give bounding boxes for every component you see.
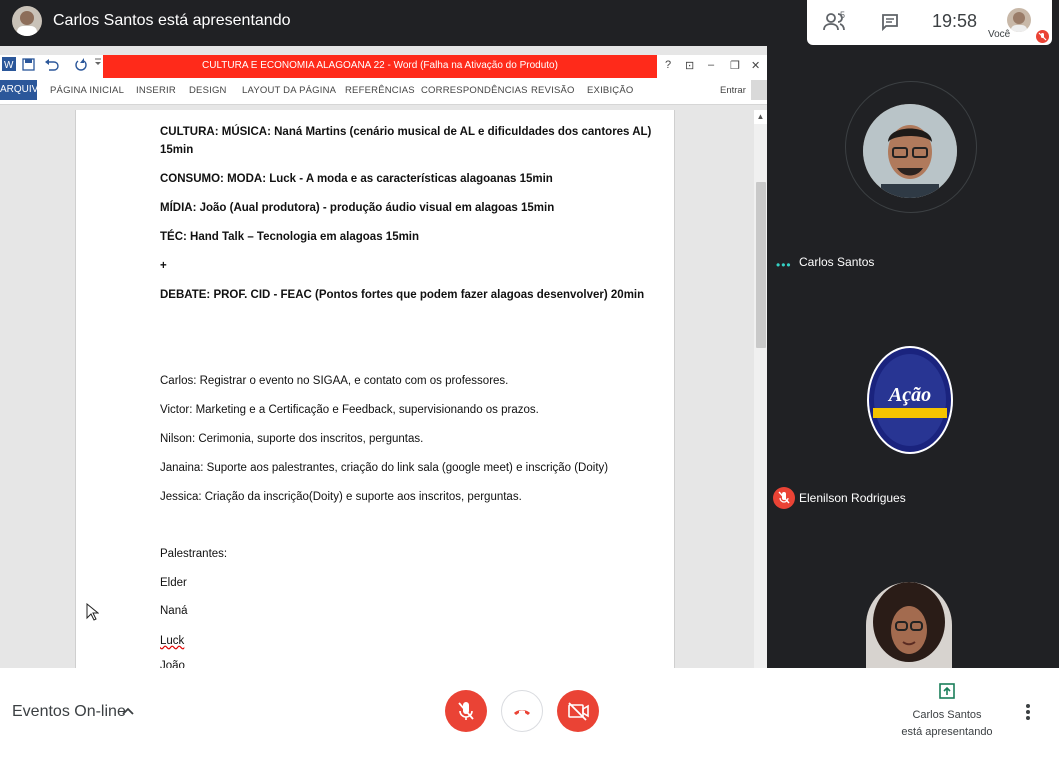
tab-file[interactable]: ARQUIVO [0,80,37,100]
save-icon[interactable] [22,58,35,74]
redo-icon[interactable] [74,58,87,74]
leave-call-button[interactable] [501,690,543,732]
doc-line: CULTURA: MÚSICA: Naná Martins (cenário musical de AL e dificuldades dos cantores AL) [160,126,652,138]
doc-line: Nilson: Cerimonia, suporte dos inscritos, perguntas. [160,433,424,445]
mouse-cursor-icon [85,603,99,621]
presenting-status-line1[interactable]: Carlos Santos [912,709,982,721]
doc-line: João [160,660,185,668]
self-label: Você [988,29,1011,40]
participant-avatar [866,582,952,668]
mic-off-icon [773,487,795,509]
participant-name: Carlos Santos [799,255,875,269]
tab-mailings[interactable]: CORRESPONDÊNCIAS [421,85,528,96]
camera-toggle-button[interactable] [557,690,599,732]
participant-avatar [867,346,953,454]
close-button[interactable]: ✕ [751,60,761,72]
doc-line: Naná [160,605,188,617]
doc-line: MÍDIA: João (Aual produtora) - produção áudio visual em alagoas 15min [160,202,555,214]
more-options-icon[interactable] [1020,702,1036,722]
svg-text:W: W [4,60,14,71]
undo-icon[interactable] [44,58,60,74]
doc-line: Jessica: Criação da inscrição(Doity) e suporte aos inscritos, perguntas. [160,491,522,503]
doc-line: TÉC: Hand Talk – Tecnologia em alagoas 15min [160,231,420,243]
doc-line: 15min [160,144,194,156]
mic-toggle-button[interactable] [445,690,487,732]
present-screen-icon[interactable] [938,682,956,700]
tab-view[interactable]: EXIBIÇÃO [587,85,634,96]
restore-button[interactable]: ❐ [730,60,740,72]
participant-avatar [863,104,957,198]
scroll-up-icon[interactable]: ▲ [754,110,767,124]
logo-text: Ação [888,384,932,406]
chevron-up-icon[interactable] [121,704,135,718]
doc-line: Palestrantes: [160,548,228,560]
word-app-icon [2,57,16,74]
presenter-title: Carlos Santos está apresentando [53,12,291,29]
presenter-avatar [12,6,42,36]
tab-page-layout[interactable]: LAYOUT DA PÁGINA [242,85,337,96]
participant-name: Elenilson Rodrigues [799,491,906,505]
scrollbar-thumb[interactable] [756,182,766,348]
help-button[interactable]: ? [665,59,672,71]
customize-quick-access-icon[interactable] [94,56,102,71]
tab-insert[interactable]: INSERIR [136,85,176,96]
doc-line: Luck [160,635,185,647]
tab-references[interactable]: REFERÊNCIAS [345,85,415,96]
people-count: 5 [840,10,846,20]
meeting-name[interactable]: Eventos On-line [12,703,126,720]
audio-activity-icon: ••• [776,258,792,272]
doc-line: Victor: Marketing e a Certificação e Feedback, supervisionando os prazos. [160,404,539,416]
doc-line: DEBATE: PROF. CID - FEAC (Pontos fortes que podem fazer alagoas desenvolver) 20min [160,289,645,301]
chat-icon[interactable] [880,12,900,32]
tab-home[interactable]: PÁGINA INICIAL [50,85,125,96]
clock: 19:58 [932,11,978,31]
document-page[interactable] [75,110,675,668]
word-window-title: CULTURA E ECONOMIA ALAGOANA 22 - Word (Falha na Ativação do Produto) [202,60,558,71]
doc-line: Carlos: Registrar o evento no SIGAA, e contato com os professores. [160,375,509,387]
mic-off-icon [1036,30,1049,43]
minimize-button[interactable]: – [708,59,715,71]
doc-line: + [160,260,167,272]
tab-design[interactable]: DESIGN [189,85,227,96]
signin-link[interactable]: Entrar [720,85,746,96]
doc-line: Elder [160,577,187,589]
doc-line: Janaina: Suporte aos palestrantes, criação do link sala (google meet) e inscrição (Doity) [160,462,609,474]
tab-review[interactable]: REVISÃO [531,85,575,96]
user-avatar-placeholder [751,80,767,100]
presenting-status-line2[interactable]: está apresentando [901,726,993,738]
ribbon-display-button[interactable]: ⊡ [685,60,695,72]
self-avatar [1007,8,1031,32]
doc-line: CONSUMO: MODA: Luck - A moda e as características alagoanas 15min [160,173,553,185]
